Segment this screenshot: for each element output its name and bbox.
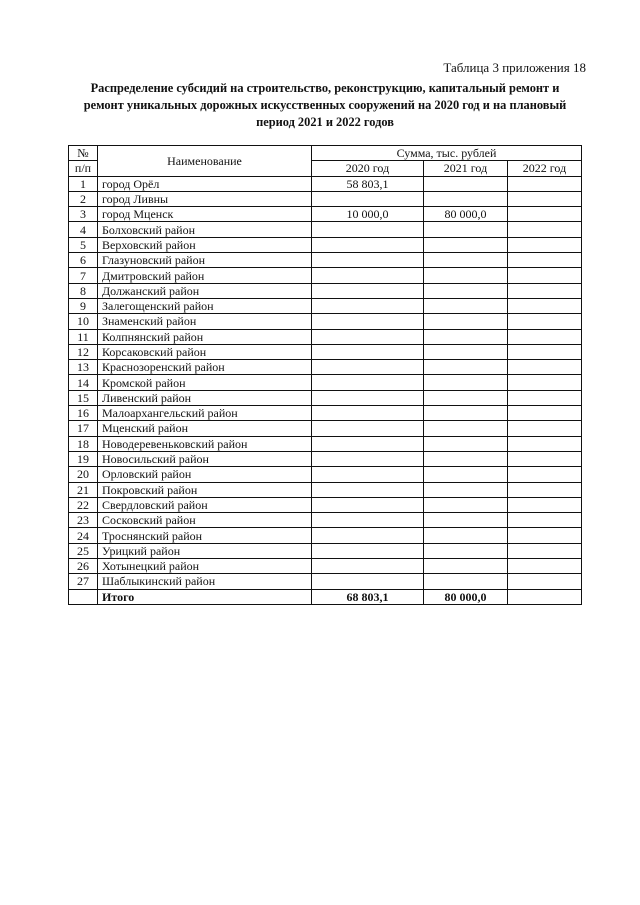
row-value-2022 (508, 191, 582, 206)
row-name: Колпнянский район (98, 329, 312, 344)
row-name: Малоархангельский район (98, 406, 312, 421)
row-value-2021 (424, 421, 508, 436)
title-line: период 2021 и 2022 годов (256, 115, 394, 129)
row-number: 21 (69, 482, 98, 497)
row-value-2020 (312, 528, 424, 543)
row-value-2020: 58 803,1 (312, 176, 424, 191)
row-name: Должанский район (98, 283, 312, 298)
row-name: Орловский район (98, 467, 312, 482)
row-value-2022 (508, 559, 582, 574)
row-number: 12 (69, 344, 98, 359)
total-number (69, 589, 98, 604)
row-name: Кромской район (98, 375, 312, 390)
row-value-2020 (312, 559, 424, 574)
row-value-2022 (508, 283, 582, 298)
row-value-2022 (508, 237, 582, 252)
row-value-2020 (312, 329, 424, 344)
row-value-2021 (424, 513, 508, 528)
row-number: 2 (69, 191, 98, 206)
table-row (69, 314, 582, 329)
header-sum: Сумма, тыс. рублей (312, 146, 582, 161)
row-value-2020 (312, 283, 424, 298)
subsidy-table (68, 145, 582, 605)
row-number: 1 (69, 176, 98, 191)
row-value-2020 (312, 482, 424, 497)
table-row (69, 222, 582, 237)
table-row (69, 360, 582, 375)
row-name: Хотынецкий район (98, 559, 312, 574)
row-name: Свердловский район (98, 497, 312, 512)
row-value-2020 (312, 237, 424, 252)
row-value-2022 (508, 406, 582, 421)
table-row (69, 207, 582, 222)
table-row (69, 482, 582, 497)
row-value-2021 (424, 314, 508, 329)
table-row (69, 421, 582, 436)
table-header (69, 146, 582, 177)
row-number: 23 (69, 513, 98, 528)
table-row (69, 390, 582, 405)
row-number: 10 (69, 314, 98, 329)
row-number: 19 (69, 451, 98, 466)
row-number: 8 (69, 283, 98, 298)
row-value-2022 (508, 253, 582, 268)
row-value-2020 (312, 574, 424, 589)
row-value-2022 (508, 543, 582, 558)
row-number: 22 (69, 497, 98, 512)
row-value-2020 (312, 421, 424, 436)
row-value-2022 (508, 390, 582, 405)
row-number: 14 (69, 375, 98, 390)
row-number: 13 (69, 360, 98, 375)
row-number: 7 (69, 268, 98, 283)
table-row (69, 253, 582, 268)
header-name: Наименование (98, 146, 312, 177)
row-value-2021 (424, 436, 508, 451)
row-value-2020 (312, 253, 424, 268)
row-value-2021 (424, 344, 508, 359)
row-value-2021 (424, 360, 508, 375)
row-value-2021 (424, 482, 508, 497)
row-value-2020 (312, 191, 424, 206)
row-value-2022 (508, 513, 582, 528)
row-value-2020 (312, 344, 424, 359)
table-row (69, 298, 582, 313)
row-value-2021 (424, 497, 508, 512)
row-value-2020 (312, 390, 424, 405)
row-number: 20 (69, 467, 98, 482)
row-value-2022 (508, 207, 582, 222)
row-number: 24 (69, 528, 98, 543)
row-name: город Орёл (98, 176, 312, 191)
table-row (69, 375, 582, 390)
row-value-2022 (508, 451, 582, 466)
table-row (69, 283, 582, 298)
row-value-2022 (508, 482, 582, 497)
row-value-2021 (424, 191, 508, 206)
row-value-2021 (424, 253, 508, 268)
row-value-2021 (424, 176, 508, 191)
table-row (69, 559, 582, 574)
row-number: 5 (69, 237, 98, 252)
row-value-2021 (424, 390, 508, 405)
row-value-2020 (312, 451, 424, 466)
table-row (69, 543, 582, 558)
table-row (69, 268, 582, 283)
row-number: 25 (69, 543, 98, 558)
table-row (69, 497, 582, 512)
row-value-2020: 10 000,0 (312, 207, 424, 222)
row-value-2021 (424, 237, 508, 252)
row-number: 26 (69, 559, 98, 574)
row-value-2022 (508, 222, 582, 237)
row-value-2022 (508, 375, 582, 390)
table-row (69, 467, 582, 482)
row-value-2020 (312, 375, 424, 390)
row-name: Ливенский район (98, 390, 312, 405)
table-body (69, 176, 582, 604)
row-value-2022 (508, 314, 582, 329)
row-number: 18 (69, 436, 98, 451)
table-row (69, 528, 582, 543)
row-value-2020 (312, 436, 424, 451)
row-value-2020 (312, 497, 424, 512)
row-value-2021 (424, 222, 508, 237)
table-row (69, 237, 582, 252)
row-name: Глазуновский район (98, 253, 312, 268)
row-number: 16 (69, 406, 98, 421)
table-row (69, 574, 582, 589)
row-value-2021 (424, 406, 508, 421)
row-name: Покровский район (98, 482, 312, 497)
row-value-2021 (424, 375, 508, 390)
row-name: город Ливны (98, 191, 312, 206)
row-name: Новодеревеньковский район (98, 436, 312, 451)
header-num: № (69, 146, 98, 161)
row-name: Верховский район (98, 237, 312, 252)
row-number: 6 (69, 253, 98, 268)
row-value-2022 (508, 298, 582, 313)
row-value-2021 (424, 329, 508, 344)
row-number: 4 (69, 222, 98, 237)
row-value-2022 (508, 574, 582, 589)
row-number: 27 (69, 574, 98, 589)
row-name: Дмитровский район (98, 268, 312, 283)
row-name: Троснянский район (98, 528, 312, 543)
table-row (69, 344, 582, 359)
row-name: Сосковский район (98, 513, 312, 528)
row-value-2022 (508, 528, 582, 543)
row-name: Залегощенский район (98, 298, 312, 313)
total-row (69, 589, 582, 604)
row-value-2022 (508, 467, 582, 482)
row-value-2021 (424, 283, 508, 298)
row-name: Корсаковский район (98, 344, 312, 359)
total-2021: 80 000,0 (424, 589, 508, 604)
row-value-2021: 80 000,0 (424, 207, 508, 222)
row-value-2020 (312, 298, 424, 313)
table-row (69, 436, 582, 451)
total-2020: 68 803,1 (312, 589, 424, 604)
row-value-2020 (312, 513, 424, 528)
title-line: ремонт уникальных дорожных искусственных сооружений на 2020 год и на плановый (83, 98, 567, 112)
row-number: 11 (69, 329, 98, 344)
row-value-2021 (424, 467, 508, 482)
row-value-2020 (312, 467, 424, 482)
row-value-2020 (312, 360, 424, 375)
header-year-2022: 2022 год (508, 161, 582, 176)
row-value-2020 (312, 406, 424, 421)
row-name: Шаблыкинский район (98, 574, 312, 589)
table-row (69, 451, 582, 466)
row-value-2021 (424, 543, 508, 558)
row-number: 3 (69, 207, 98, 222)
row-value-2022 (508, 268, 582, 283)
table-row (69, 176, 582, 191)
row-name: город Мценск (98, 207, 312, 222)
row-name: Знаменский район (98, 314, 312, 329)
row-value-2021 (424, 451, 508, 466)
row-value-2021 (424, 528, 508, 543)
row-value-2021 (424, 298, 508, 313)
row-name: Болховский район (98, 222, 312, 237)
row-value-2022 (508, 344, 582, 359)
table-row (69, 406, 582, 421)
row-number: 15 (69, 390, 98, 405)
row-value-2022 (508, 421, 582, 436)
row-name: Новосильский район (98, 451, 312, 466)
row-value-2022 (508, 360, 582, 375)
table-reference: Таблица 3 приложения 18 (443, 60, 586, 75)
document-title (60, 80, 590, 131)
row-value-2020 (312, 543, 424, 558)
total-label: Итого (98, 589, 312, 604)
total-2022 (508, 589, 582, 604)
row-value-2022 (508, 329, 582, 344)
row-value-2021 (424, 574, 508, 589)
row-value-2020 (312, 222, 424, 237)
header-year-2020: 2020 год (312, 161, 424, 176)
row-name: Мценский район (98, 421, 312, 436)
row-value-2020 (312, 268, 424, 283)
header-num-sub: п/п (69, 161, 98, 176)
row-number: 9 (69, 298, 98, 313)
row-value-2022 (508, 176, 582, 191)
table-row (69, 191, 582, 206)
row-value-2021 (424, 268, 508, 283)
title-line: Распределение субсидий на строительство, реконструкцию, капитальный ремонт и (90, 81, 560, 95)
row-value-2021 (424, 559, 508, 574)
row-name: Краснозоренский район (98, 360, 312, 375)
header-year-2021: 2021 год (424, 161, 508, 176)
row-value-2020 (312, 314, 424, 329)
header-row (69, 146, 582, 161)
row-value-2022 (508, 436, 582, 451)
row-value-2022 (508, 497, 582, 512)
table-row (69, 329, 582, 344)
row-name: Урицкий район (98, 543, 312, 558)
table-row (69, 513, 582, 528)
row-number: 17 (69, 421, 98, 436)
